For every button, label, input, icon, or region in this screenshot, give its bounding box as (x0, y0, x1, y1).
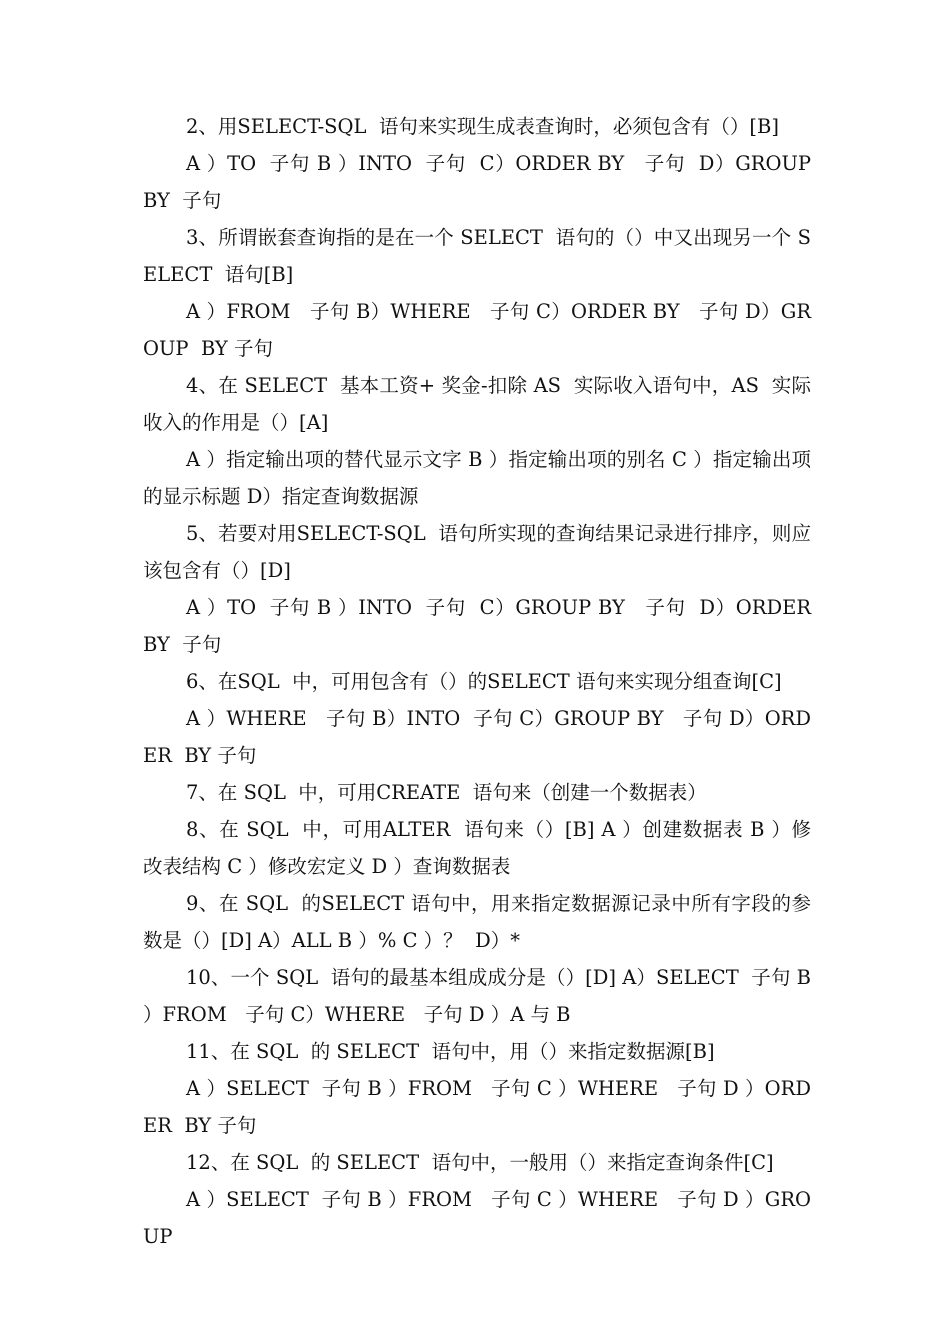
question-10: 10、一个 SQL 语句的最基本组成成分是（）[D] A）SELECT 子句 B ）FROM 子句 C）WHERE 子句 D ）A 与 B (143, 966, 818, 1026)
question-3: 3、所谓嵌套查询指的是在一个 SELECT 语句的（）中又出现另一个 SELECT 语句[B] (143, 226, 811, 286)
question-3-options: A ）FROM 子句 B）WHERE 子句 C）ORDER BY 子句 D）GROUP BY 子句 (143, 300, 811, 360)
question-5: 5、若要对用SELECT-SQL 语句所实现的查询结果记录进行排序，则应该包含有（）[D] (143, 522, 811, 582)
question-6: 6、在SQL 中，可用包含有（）的SELECT 语句来实现分组查询[C] (186, 670, 782, 693)
question-11-options: A ）SELECT 子句 B ）FROM 子句 C ）WHERE 子句 D ）ORDER BY 子句 (143, 1077, 811, 1137)
question-4-options: A ）指定输出项的替代显示文字 B ）指定输出项的别名 C ）指定输出项的显示标题 D）指定查询数据源 (143, 448, 811, 508)
question-12: 12、在 SQL 的 SELECT 语句中，一般用（）来指定查询条件[C] (186, 1151, 774, 1174)
document-body (143, 108, 830, 1255)
question-2-options: A ）TO 子句 B ）INTO 子句 C）ORDER BY 子句 D）GROUP BY 子句 (143, 152, 818, 212)
question-6-options: A ）WHERE 子句 B）INTO 子句 C）GROUP BY 子句 D）ORDER BY 子句 (143, 707, 811, 767)
question-4: 4、在 SELECT 基本工资+ 奖金-扣除 AS 实际收入语句中，AS 实际收入的作用是（）[A] (143, 374, 811, 434)
question-12-options: A ）SELECT 子句 B ）FROM 子句 C ）WHERE 子句 D ）GROUP (143, 1188, 811, 1248)
question-9: 9、在 SQL 的SELECT 语句中，用来指定数据源记录中所有字段的参数是（）[D] A）ALL B ）% C ）？ D）* (143, 892, 811, 952)
question-7: 7、在 SQL 中，可用CREATE 语句来（创建一个数据表） (186, 781, 707, 804)
question-8: 8、在 SQL 中，可用ALTER 语句来（）[B] A ）创建数据表 B ）修改表结构 C ）修改宏定义 D ）查询数据表 (143, 818, 811, 878)
question-2: 2、用SELECT-SQL 语句来实现生成表查询时，必须包含有（）[B] (186, 115, 779, 138)
question-11: 11、在 SQL 的 SELECT 语句中，用（）来指定数据源[B] (186, 1040, 715, 1063)
question-5-options: A ）TO 子句 B ）INTO 子句 C）GROUP BY 子句 D）ORDER BY 子句 (143, 596, 830, 656)
